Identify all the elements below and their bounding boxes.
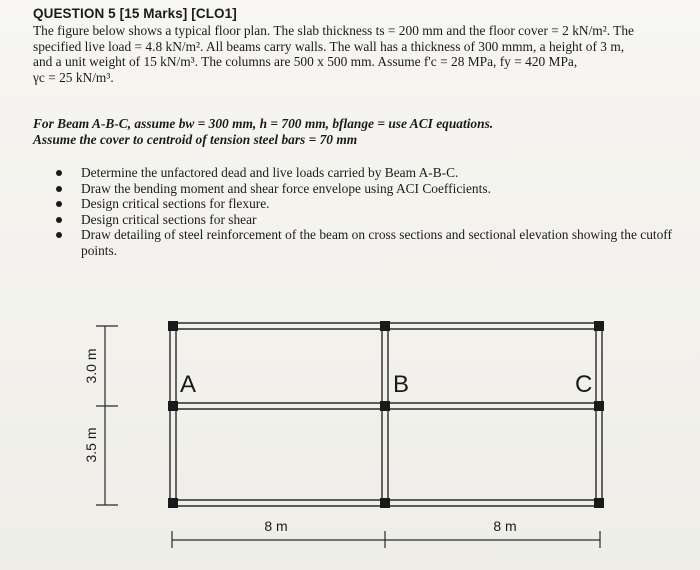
beam-assumption-line-2: Assume the cover to centroid of tension steel bars = 70 mm bbox=[33, 132, 358, 147]
column-marker bbox=[380, 321, 390, 331]
column-marker bbox=[594, 321, 604, 331]
grid-label-b: B bbox=[393, 371, 410, 398]
column-marker bbox=[380, 401, 390, 411]
grid-label-c: C bbox=[575, 371, 593, 398]
column-marker bbox=[168, 498, 178, 508]
statement-line-4: γc = 25 kN/m³. bbox=[33, 69, 114, 85]
beam-lines bbox=[170, 323, 602, 506]
column-marker bbox=[594, 401, 604, 411]
statement-line-1: The figure below shows a typical floor plan. The slab thickness ts = 200 mm and the floor cover = 2 kN/m². The bbox=[33, 23, 634, 38]
task-text: Determine the unfactored dead and live loads carried by Beam A-B-C. bbox=[81, 165, 459, 180]
column-marker bbox=[168, 321, 178, 331]
task-text: Design critical sections for flexure. bbox=[81, 196, 270, 212]
column-marker bbox=[594, 498, 604, 508]
task-text: Draw detailing of steel reinforcement of the beam on cross sections and sectional elevation showing the cutoff points. bbox=[81, 227, 672, 258]
grid-label-a: A bbox=[180, 371, 197, 398]
question-title: QUESTION 5 [15 Marks] [CLO1] bbox=[33, 6, 237, 21]
dimension-label-right-span: 8 m bbox=[493, 518, 517, 534]
task-text: Design critical sections for shear bbox=[81, 211, 257, 227]
statement-line-2: specified live load = 4.8 kN/m². All beams carry walls. The wall has a thickness of 300 mmm, a height of 3 m, bbox=[33, 38, 625, 54]
beam-assumption-line-1: For Beam A-B-C, assume bw = 300 mm, h = 700 mm, bflange = use ACI equations. bbox=[33, 116, 494, 131]
statement-line-3: and a unit weight of 15 kN/m³. The columns are 500 x 500 mm. Assume f'c = 28 MPa, fy = 420 MPa, bbox=[33, 54, 578, 70]
horizontal-dimension bbox=[172, 531, 600, 548]
vertical-dimension bbox=[96, 326, 118, 505]
columns bbox=[168, 321, 604, 508]
dimension-label-bottom: 3.5 m bbox=[83, 427, 99, 463]
dimension-label-top: 3.0 m bbox=[83, 348, 99, 384]
column-marker bbox=[168, 401, 178, 411]
task-text: Draw the bending moment and shear force envelope using ACI Coefficients. bbox=[81, 180, 491, 196]
dimension-label-left-span: 8 m bbox=[264, 518, 288, 534]
column-marker bbox=[380, 498, 390, 508]
